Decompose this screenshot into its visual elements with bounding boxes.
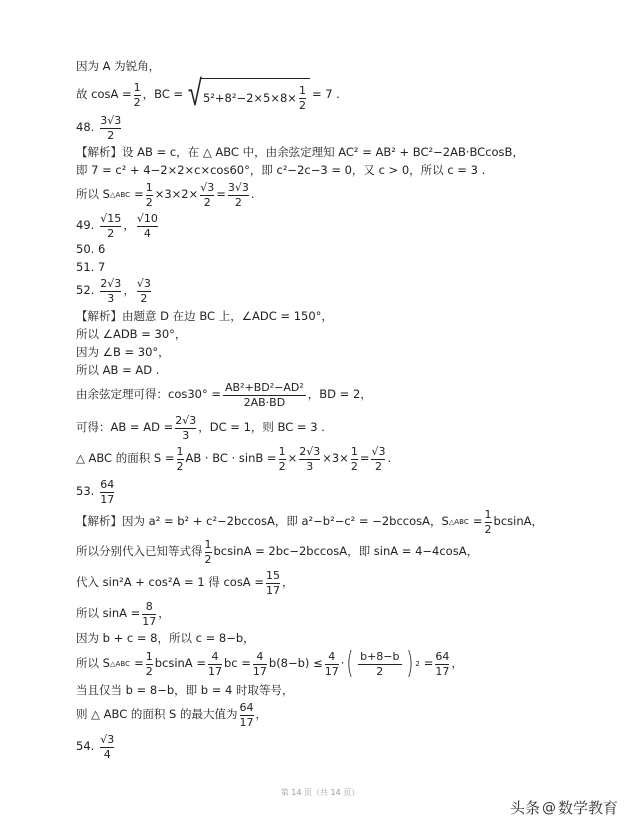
answer-54	[76, 732, 116, 762]
fraction-one-half: $\frac{1}{2}$	[145, 649, 153, 678]
text: .	[387, 451, 392, 466]
line-53-analysis-1: 【解析】因为 a² = b² + c²−2bccosA，即 a²−b²−c² = −2bccosA，S △ABC = $\frac{1}{2}$ bcsinA，	[76, 507, 544, 536]
line-52-cosine-law	[76, 380, 372, 410]
fraction-4-over-17: $\frac{4}{17}$	[324, 649, 339, 678]
text: 【解析】设 AB = c，在 △ ABC 中，由余弦定理知 AC² = AB² + BC²−2AB·BCcosB，	[76, 145, 524, 159]
text: 因为 ∠B = 30°，	[76, 345, 170, 359]
text: =	[134, 656, 144, 671]
text: =	[216, 187, 226, 202]
text: 由余弦定理可得：cos30° =	[76, 387, 222, 402]
fraction-one-half: $\frac{1}{2}$	[298, 84, 306, 112]
fraction-sqrt3-over-2: $\frac{√3}{2}$	[200, 180, 215, 209]
answer-48	[76, 113, 123, 143]
fraction-sqrt3-over-4: $\frac{√3}{4}$	[100, 732, 115, 761]
fraction-4-over-17: $\frac{4}{17}$	[207, 649, 222, 678]
line-53-max-area	[76, 700, 267, 730]
right-paren: )	[405, 646, 413, 681]
line-53-analysis-4	[76, 600, 170, 628]
text: 故 cosA =	[76, 87, 132, 102]
fraction-2sqrt3-over-3: $\frac{2√3}{3}$	[175, 413, 197, 442]
text: ，BD = 2，	[307, 387, 372, 402]
text: ，BC =	[142, 87, 184, 102]
text: 所以 sinA =	[76, 606, 141, 621]
line-53-inequality: 所以 S △ABC = $\frac{1}{2}$ bcsinA = $\frac{4}{17}$ bc = $\frac{4}{17}$ b(8−b) ≤ $\frac{4}{17}$ · ( $\frac{b+8-b}{2}$ ) 2 = $\frac{64}{17}$ ，	[76, 646, 463, 681]
text: 所以 S	[76, 187, 110, 202]
text: 【解析】因为 a² = b² + c²−2bccosA，即 a²−b²−c² = −2bccosA，S	[76, 514, 449, 529]
fraction-4-over-17: $\frac{4}{17}$	[252, 649, 267, 678]
watermark	[510, 797, 618, 818]
fraction-sqrt15-over-2: $\frac{√15}{2}$	[100, 211, 122, 240]
text: =	[423, 656, 434, 671]
fraction-one-half: $\frac{1}{2}$	[133, 80, 141, 109]
text: ，	[158, 606, 170, 621]
line-48-analysis-2	[76, 164, 485, 178]
text: ×	[287, 451, 298, 466]
answer-50	[76, 243, 105, 257]
watermark-account: 数学教育	[557, 799, 618, 817]
text: .	[250, 187, 255, 202]
answer-49	[76, 211, 160, 241]
fraction-one-half: $\frac{1}{2}$	[278, 444, 286, 473]
text: 因为 b + c = 8，所以 c = 8−b，	[76, 631, 255, 645]
radicand: 5²+8²−2×5×8×	[202, 90, 297, 105]
fraction-15-over-17: $\frac{15}{17}$	[265, 568, 280, 597]
fraction-3sqrt3-over-2: $\frac{3√3}{2}$	[227, 180, 249, 209]
question-number: 48.	[76, 120, 95, 135]
fraction-sqrt10-over-4: $\frac{√10}{4}$	[136, 211, 158, 240]
text: 当且仅当 b = 8−b，即 b = 4 时取等号，	[76, 683, 294, 697]
text: ×3×2×	[154, 187, 199, 202]
line-acute-angle	[76, 60, 160, 74]
text: ，DC = 1，则 BC = 3 .	[198, 420, 325, 435]
text: = 7 .	[311, 87, 340, 102]
fraction-one-half: $\frac{1}{2}$	[484, 507, 492, 536]
answer-53	[76, 477, 116, 507]
line-52-analysis-3	[76, 346, 170, 360]
fraction-one-half: $\frac{1}{2}$	[176, 444, 184, 473]
text: ·	[340, 656, 345, 671]
text: 50. 6	[76, 242, 106, 256]
question-number: 49.	[76, 218, 95, 233]
answer-51	[76, 261, 105, 275]
left-paren: (	[346, 646, 354, 681]
line-52-analysis-2	[76, 328, 186, 342]
line-52-area	[76, 444, 391, 474]
text: △ ABC 的面积 S =	[76, 451, 175, 466]
text: bc =	[223, 656, 251, 671]
fraction-64-over-17: $\frac{64}{17}$	[100, 477, 115, 506]
text: ，	[281, 575, 294, 590]
text: =	[359, 451, 370, 466]
line-52-analysis-4	[76, 364, 159, 378]
line-48-analysis-1	[76, 146, 524, 160]
text: 可得：AB = AD =	[76, 420, 174, 435]
line-53-analysis-7	[76, 684, 294, 698]
fraction-64-over-17: $\frac{64}{17}$	[239, 700, 254, 729]
watermark-brand: 头条	[509, 799, 540, 817]
page-footer: 第 14 页（共 14 页）	[280, 788, 360, 797]
text: 即 7 = c² + 4−2×2×c×cos60°，即 c²−2c−3 = 0，又 c > 0，所以 c = 3 .	[76, 163, 486, 177]
text: 所以 ∠ADB = 30°，	[76, 327, 187, 341]
text: 所以分别代入已知等式得	[76, 544, 203, 559]
text: 则 △ ABC 的面积 S 的最大值为	[76, 707, 238, 722]
text: 所以 S	[76, 656, 110, 671]
line-48-area: 所以 S △ABC = $\frac{1}{2}$ ×3×2× $\frac{√3}{2}$ = $\frac{3√3}{2}$ .	[76, 180, 255, 209]
text: AB · BC · sinB =	[185, 451, 277, 466]
line-cosa-bc	[76, 73, 340, 115]
text: ，	[451, 656, 463, 671]
fraction-sqrt3-over-2: $\frac{√3}{2}$	[136, 276, 151, 305]
line-52-ab-ad	[76, 413, 325, 443]
text: 所以 AB = AD .	[76, 363, 160, 377]
watermark-at: @	[541, 799, 556, 816]
question-number: 52.	[76, 283, 95, 298]
fraction-b-sum-over-2: $\frac{b+8-b}{2}$	[360, 649, 400, 678]
fraction-sqrt3-over-2: $\frac{√3}{2}$	[371, 444, 386, 473]
question-number: 53.	[76, 484, 95, 499]
question-number: 54.	[76, 739, 95, 754]
text: 代入 sin²A + cos²A = 1 得 cosA =	[76, 575, 264, 590]
text: bcsinA = 2bc−2bccosA，即 sinA = 4−4cosA，	[213, 544, 479, 559]
text: bcsinA，	[493, 514, 544, 529]
fraction-2sqrt3-over-3: $\frac{2√3}{3}$	[299, 444, 321, 473]
fraction-8-over-17: $\frac{8}{17}$	[142, 599, 157, 628]
text: =	[472, 514, 483, 529]
line-53-analysis-5	[76, 632, 255, 646]
line-52-analysis-1	[76, 310, 333, 324]
fraction-one-half: $\frac{1}{2}$	[350, 444, 358, 473]
text: 【解析】由题意 D 在边 BC 上，∠ADC = 150°，	[76, 309, 333, 323]
separator: ，	[123, 283, 135, 298]
fraction-2sqrt3-over-3: $\frac{2√3}{3}$	[100, 276, 122, 305]
text: ，	[255, 707, 268, 722]
line-53-analysis-2	[76, 538, 478, 566]
radical-expression: √ 5²+8²−2×5×8× $\frac{1}{2}$	[185, 78, 310, 112]
line-53-analysis-3	[76, 569, 293, 597]
fraction-one-half: $\frac{1}{2}$	[204, 537, 212, 566]
text: ×3×	[322, 451, 349, 466]
fraction-64-over-17: $\frac{64}{17}$	[435, 649, 450, 678]
answer-52	[76, 276, 153, 306]
fraction-one-half: $\frac{1}{2}$	[145, 180, 153, 209]
text: =	[134, 187, 144, 202]
text: 因为 A 为锐角，	[76, 59, 161, 73]
fraction-cos30: $\frac{\text{AB²+BD²−AD²}}{2AB\cdot BD}$	[225, 380, 304, 409]
fraction-3sqrt3-over-2: $\frac{3√3}{2}$	[100, 113, 122, 142]
text: bcsinA =	[154, 656, 206, 671]
text: b(8−b) ≤	[268, 656, 323, 671]
separator: ，	[123, 218, 135, 233]
text: 51. 7	[76, 260, 106, 274]
